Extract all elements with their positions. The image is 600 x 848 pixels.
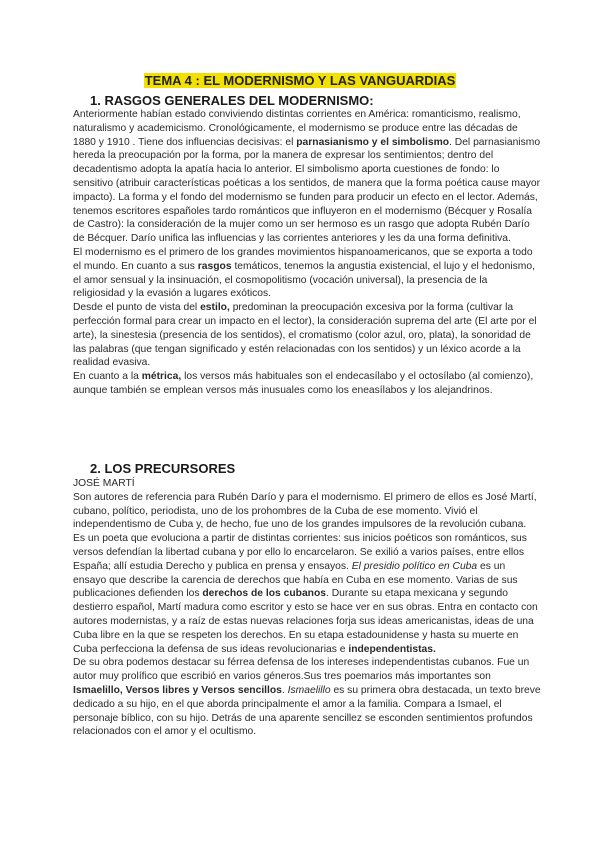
subheading-jose-marti: JOSÉ MARTÍ <box>73 478 135 489</box>
paragraph: Son autores de referencia para Rubén Darío y para el modernismo. El primero de ellos es José Martí, cubano, político, periodista, uno de los prohombres de la Cuba de ese momento. Vivió el independentismo de Cuba y, de hecho, fue uno de los grandes impulsores de la revolución cubana. Es un poeta que evoluciona a partir de distintas corrientes: sus inicios poéticos son románticos, sus versos defendían la libertad cubana y por ello lo encarcelaron. Se exilió a varios países, entre ellos España; allí estudia Derecho y publica en prensa y ensayos. El presidio político en Cuba es un ensayo que describe la carencia de derechos que había en Cuba en ese momento. Varias de sus publicaciones defienden los derechos de los cubanos. Durante su etapa mexicana y segundo destierro español, Martí madura como escritor y esto se hace ver en sus obras. Entra en contacto con autores modernistas, y a raíz de estas nuevas relaciones forja sus ideas americanistas, ideas de una Cuba libre en la que se respeten los derechos. En su etapa estadounidense y hasta su muerte en Cuba perfecciona la defensa de sus ideas revolucionarias e independentistas. <box>73 491 538 655</box>
section-heading-rasgos: 1. RASGOS GENERALES DEL MODERNISMO: <box>90 93 374 108</box>
italic-title: El presidio político en Cuba <box>351 560 478 572</box>
section-rasgos-body <box>73 108 541 398</box>
paragraph: Desde el punto de vista del estilo, predominan la preocupación excesiva por la forma (cultivar la perfección formal para crear un impacto en el lector), la consideración suprema del arte (El arte por el arte), la sinestesia (presencia de los sentidos), el cromatismo (color azul, oro, plata), la sonoridad de las palabras (que tengan significado y estén relacionadas con los sentidos) y un léxico acorde a la realidad evasiva. <box>73 302 537 369</box>
paragraph: De su obra podemos destacar su férrea defensa de los intereses independentistas cubanos. Fue un autor muy prolífico que escribió en varios géneros.Sus tres poemarios más importantes son Ismaelillo, Versos libres y Versos sencillos. Ismaelillo es su primera obra destacada, un texto breve dedicado a su hijo, en el que aborda principalmente el amor a la familia. Compara a Ismael, el personaje bíblico, con su hijo. Detrás de una aparente sencillez se esconden sentimientos profundos relacionados con el amor y el ocultismo. <box>73 657 541 738</box>
title-highlight: TEMA 4 : EL MODERNISMO Y LAS VANGUARDIAS <box>144 73 456 88</box>
paragraph: Anteriormente habían estado conviviendo distintas corrientes en América: romanticismo, realismo, naturalismo y academicismo. Cronológicamente, el modernismo se produce entre las décadas de 1880 y 1910 . Tiene dos influencias decisivas: el parnasianismo y el simbolismo. Del parnasianismo hereda la preocupación por la forma, por la manera de expresar los sentimientos; dentro del decadentismo adopta la apatía hacia lo anterior. El simbolismo aporta cuestiones de fondo: lo sensitivo (atribuir características poéticas a los sentidos, de manera que la forma poética cause mayor impacto). La forma y el fondo del modernismo se funden para producir un efecto en el lector. Además, tenemos escritores españoles tardo románticos que influyeron en el modernismo (Bécquer y Rosalía de Castro): la consideración de la mujer como un ser hermoso es un rasgo que adopta Rubén Darío de Bécquer. Darío unifica las influencias y las corrientes anteriores y les da una forma definitiva. <box>73 109 541 245</box>
bold-term: derechos de los cubanos <box>202 588 326 600</box>
bold-term: rasgos <box>197 260 232 272</box>
paragraph: En cuanto a la métrica, los versos más habituales son el endecasílabo y el octosílabo (al comienzo), aunque también se emplean versos más inusuales como los eneasílabos y los alejandrinos. <box>73 371 534 396</box>
section-precursores-body <box>73 477 541 739</box>
bold-term: parnasianismo y el simbolismo <box>296 136 450 148</box>
bold-term: Ismaelillo, Versos libres y Versos sencillos <box>73 684 282 696</box>
bold-term: estilo, <box>200 302 230 314</box>
page-title <box>0 73 600 89</box>
bold-term: métrica, <box>141 371 182 383</box>
bold-term: independentistas. <box>348 643 436 655</box>
section-heading-precursores: 2. LOS PRECURSORES <box>90 461 236 476</box>
paragraph: El modernismo es el primero de los grandes movimientos hispanoamericanos, que se exporta a todo el mundo. En cuanto a sus rasgos temáticos, tenemos la angustia existencial, el lujo y el hedonismo, el amor sensual y la insinuación, el cosmopolitismo (vocación universal), la presencia de la religiosidad y la evasión a lugares exóticos. <box>73 246 535 300</box>
italic-title: Ismaelillo <box>287 684 331 696</box>
